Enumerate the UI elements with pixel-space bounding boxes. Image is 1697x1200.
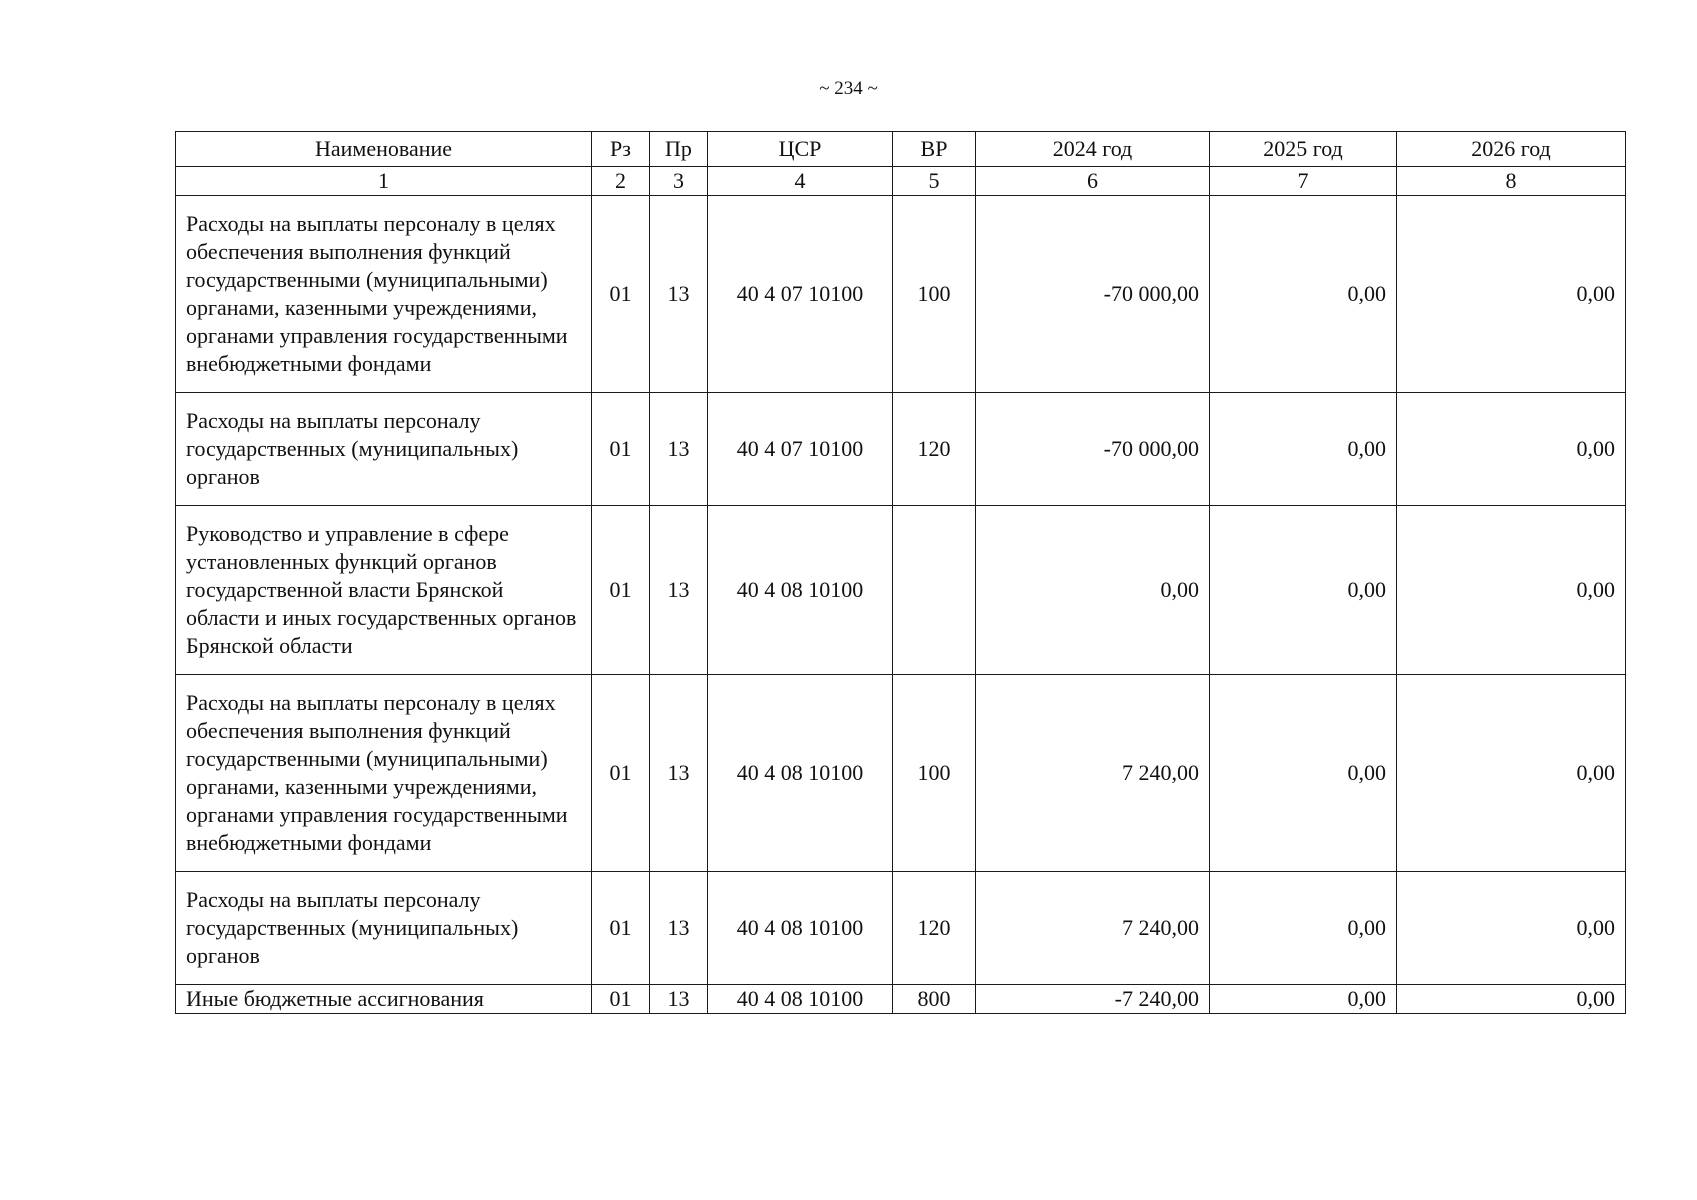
header-pr: Пр [650, 132, 708, 167]
row-vr: 100 [893, 196, 976, 393]
table-row [176, 985, 1626, 1014]
row-rz: 01 [592, 985, 650, 1014]
row-amount-2026: 0,00 [1397, 872, 1626, 985]
header-rz: Рз [592, 132, 650, 167]
row-pr: 13 [650, 675, 708, 872]
row-pr: 13 [650, 196, 708, 393]
row-pr: 13 [650, 506, 708, 675]
table-row [176, 675, 1626, 872]
row-csr: 40 4 07 10100 [708, 196, 893, 393]
row-amount-2024: 7 240,00 [976, 675, 1210, 872]
row-name: Расходы на выплаты персоналу в целях обеспечения выполнения функций государственными (муниципальными) органами, казенными учреждениями, органами управления государственными внебюджетными фондами [176, 196, 592, 393]
row-vr [893, 506, 976, 675]
row-name: Иные бюджетные ассигнования [176, 985, 592, 1014]
row-csr: 40 4 08 10100 [708, 872, 893, 985]
header-vr: ВР [893, 132, 976, 167]
row-amount-2025: 0,00 [1210, 872, 1397, 985]
row-amount-2024: 0,00 [976, 506, 1210, 675]
row-rz: 01 [592, 393, 650, 506]
column-number: 7 [1210, 167, 1397, 196]
row-csr: 40 4 08 10100 [708, 675, 893, 872]
row-amount-2024: 7 240,00 [976, 872, 1210, 985]
row-pr: 13 [650, 872, 708, 985]
column-number: 1 [176, 167, 592, 196]
column-number: 6 [976, 167, 1210, 196]
row-name: Руководство и управление в сфере установленных функций органов государственной власти Брянской области и иных государственных органов Брянской области [176, 506, 592, 675]
table-row [176, 393, 1626, 506]
column-number: 2 [592, 167, 650, 196]
row-rz: 01 [592, 675, 650, 872]
column-number: 8 [1397, 167, 1626, 196]
column-number-row [176, 167, 1626, 196]
column-number: 4 [708, 167, 893, 196]
row-amount-2025: 0,00 [1210, 393, 1397, 506]
header-2025: 2025 год [1210, 132, 1397, 167]
row-amount-2025: 0,00 [1210, 985, 1397, 1014]
header-row [176, 132, 1626, 167]
page-number: ~ 234 ~ [819, 78, 878, 99]
row-amount-2026: 0,00 [1397, 985, 1626, 1014]
column-number: 5 [893, 167, 976, 196]
row-vr: 100 [893, 675, 976, 872]
row-name: Расходы на выплаты персоналу государственных (муниципальных) органов [176, 393, 592, 506]
row-pr: 13 [650, 985, 708, 1014]
row-csr: 40 4 08 10100 [708, 506, 893, 675]
row-vr: 800 [893, 985, 976, 1014]
table-row [176, 872, 1626, 985]
row-rz: 01 [592, 872, 650, 985]
header-name: Наименование [176, 132, 592, 167]
row-amount-2026: 0,00 [1397, 393, 1626, 506]
row-amount-2026: 0,00 [1397, 196, 1626, 393]
row-csr: 40 4 08 10100 [708, 985, 893, 1014]
row-amount-2025: 0,00 [1210, 196, 1397, 393]
row-csr: 40 4 07 10100 [708, 393, 893, 506]
row-amount-2024: -70 000,00 [976, 196, 1210, 393]
row-rz: 01 [592, 506, 650, 675]
row-amount-2024: -70 000,00 [976, 393, 1210, 506]
table-row [176, 506, 1626, 675]
row-amount-2025: 0,00 [1210, 506, 1397, 675]
budget-table [175, 131, 1626, 1014]
header-csr: ЦСР [708, 132, 893, 167]
row-vr: 120 [893, 872, 976, 985]
row-amount-2026: 0,00 [1397, 506, 1626, 675]
row-amount-2025: 0,00 [1210, 675, 1397, 872]
row-amount-2026: 0,00 [1397, 675, 1626, 872]
row-name: Расходы на выплаты персоналу государственных (муниципальных) органов [176, 872, 592, 985]
column-number: 3 [650, 167, 708, 196]
table-row [176, 196, 1626, 393]
row-name: Расходы на выплаты персоналу в целях обеспечения выполнения функций государственными (муниципальными) органами, казенными учреждениями, органами управления государственными внебюджетными фондами [176, 675, 592, 872]
header-2026: 2026 год [1397, 132, 1626, 167]
row-pr: 13 [650, 393, 708, 506]
row-amount-2024: -7 240,00 [976, 985, 1210, 1014]
header-2024: 2024 год [976, 132, 1210, 167]
row-vr: 120 [893, 393, 976, 506]
row-rz: 01 [592, 196, 650, 393]
